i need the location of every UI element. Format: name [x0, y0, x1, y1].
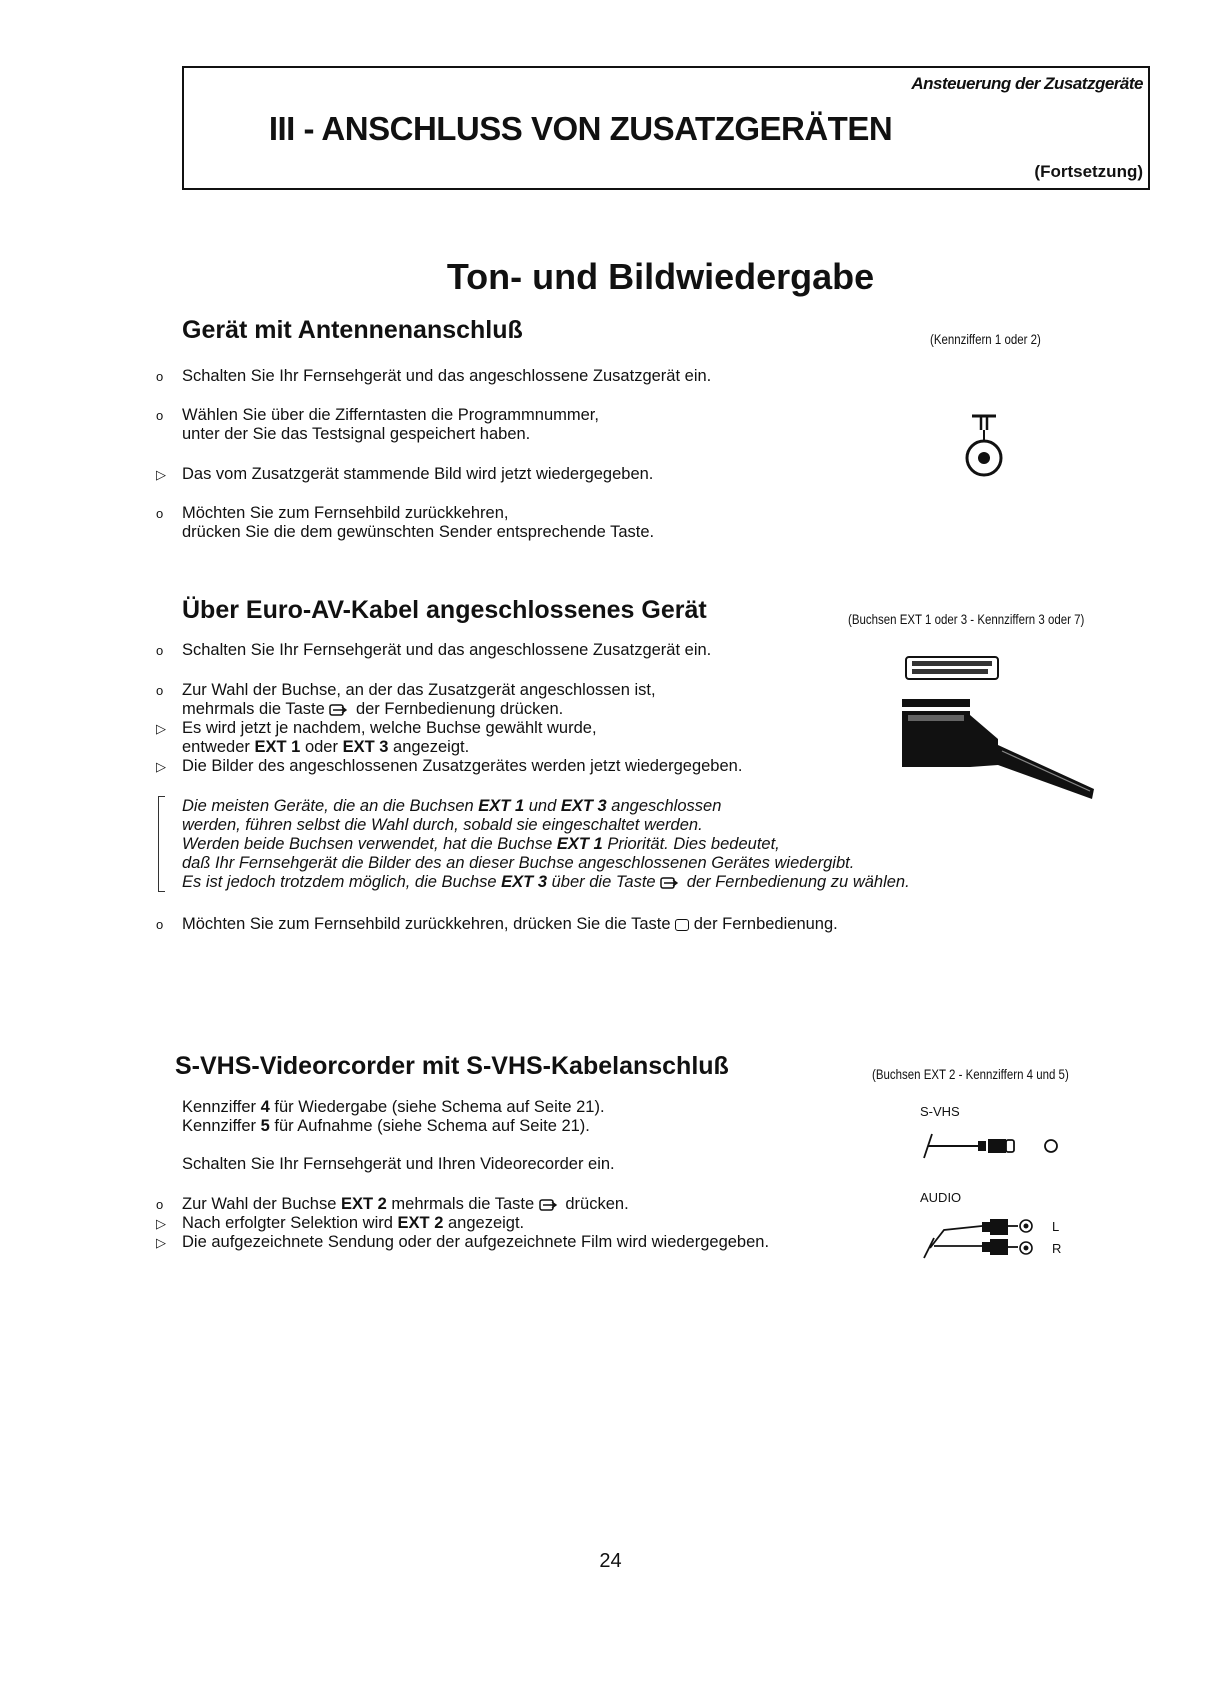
section-svhs-note: (Buchsen EXT 2 - Kennziffern 4 und 5) — [872, 1066, 1069, 1082]
text-run: Möchten Sie zum Fernsehbild zurückkehren, drücken Sie die Taste — [182, 915, 671, 933]
page-title: Ton- und Bildwiedergabe — [446, 256, 875, 297]
ext2-label: EXT 2 — [340, 1195, 387, 1213]
arrow-marker: ▷ — [156, 1216, 166, 1231]
arrow-marker: ▷ — [156, 759, 166, 774]
list-item: Wählen Sie über die Zifferntasten die Programmnummer, — [182, 406, 599, 424]
svhs-label: S-VHS — [920, 1104, 960, 1119]
note-line: daß Ihr Fernsehgerät die Bilder des an dieser Buchse angeschlossenen Gerätes wiedergibt. — [182, 854, 855, 872]
text-run: angezeigt. — [447, 1214, 525, 1232]
av-source-key-icon — [539, 1199, 561, 1211]
list-item: drücken Sie die dem gewünschten Sender entsprechende Taste. — [182, 523, 655, 541]
text-run: Priorität. Dies bedeutet, — [607, 835, 780, 853]
arrow-marker: ▷ — [156, 1235, 166, 1250]
list-item — [182, 738, 469, 757]
ext1-label: EXT 1 — [254, 738, 301, 756]
bullet-marker: o — [156, 683, 164, 698]
section-antenna-note: (Kennziffern 1 oder 2) — [930, 331, 1041, 347]
bullet-marker: o — [156, 643, 164, 658]
list-item — [182, 700, 563, 719]
ext2-label: EXT 2 — [397, 1214, 444, 1232]
right-channel-label: R — [1052, 1241, 1062, 1256]
page-number: 24 — [599, 1550, 622, 1572]
scart-cable-illustration — [898, 653, 1098, 813]
text-run: drücken. — [565, 1195, 629, 1213]
list-item: Schalten Sie Ihr Fernsehgerät und das angeschlossene Zusatzgerät ein. — [182, 367, 712, 385]
ext1-label: EXT 1 — [478, 797, 525, 815]
arrow-marker: ▷ — [156, 721, 166, 736]
note-line — [182, 797, 721, 816]
audio-label: AUDIO — [920, 1190, 962, 1205]
section-euroav-title: Über Euro-AV-Kabel angeschlossenes Gerät — [182, 596, 707, 624]
text-run: mehrmals die Taste — [391, 1195, 535, 1213]
list-item: unter der Sie das Testsignal gespeichert haben. — [182, 425, 531, 443]
list-item: Das vom Zusatzgerät stammende Bild wird jetzt wiedergegeben. — [182, 465, 654, 483]
text-run: über die Taste — [551, 873, 656, 891]
list-item: Die Bilder des angeschlossenen Zusatzgerätes werden jetzt wiedergegeben. — [182, 757, 743, 775]
svhs-cable-icon — [918, 1128, 1068, 1162]
av-source-key-icon — [329, 704, 351, 716]
chapter-title: III - ANSCHLUSS VON ZUSATZGERÄTEN — [268, 110, 893, 147]
list-item: Schalten Sie Ihr Fernsehgerät und das angeschlossene Zusatzgerät ein. — [182, 641, 712, 659]
text-run: oder — [304, 738, 338, 756]
antenna-socket-icon — [960, 410, 1010, 480]
note-line — [182, 835, 780, 854]
paragraph-line — [182, 1098, 605, 1117]
code-number: 4 — [260, 1098, 270, 1116]
text-run: Zur Wahl der Buchse — [182, 1195, 337, 1213]
text-run: für Aufnahme (siehe Schema auf Seite 21). — [274, 1117, 590, 1135]
text-run: Werden beide Buchsen verwendet, hat die Buchse — [182, 835, 553, 853]
paragraph-line: Schalten Sie Ihr Fernsehgerät und Ihren Videorecorder ein. — [182, 1155, 615, 1173]
left-channel-label: L — [1052, 1219, 1060, 1234]
bullet-marker: o — [156, 917, 164, 932]
text-run: Nach erfolgter Selektion wird — [182, 1214, 393, 1232]
text-run: der Fernbedienung zu wählen. — [686, 873, 910, 891]
arrow-marker: ▷ — [156, 467, 166, 482]
paragraph-line — [182, 1117, 590, 1136]
text-run: angeschlossen — [611, 797, 722, 815]
av-source-key-icon — [660, 877, 682, 889]
text-run: Es ist jedoch trotzdem möglich, die Buchse — [182, 873, 497, 891]
text-run: entweder — [182, 738, 250, 756]
text-run: Kennziffer — [182, 1117, 256, 1135]
list-item — [182, 915, 838, 934]
note-line — [182, 873, 910, 892]
ext1-label: EXT 1 — [556, 835, 603, 853]
section-antenna-title: Gerät mit Antennenanschluß — [182, 316, 523, 344]
text-run: Die meisten Geräte, die an die Buchsen — [182, 797, 474, 815]
bullet-marker: o — [156, 506, 164, 521]
list-item: Zur Wahl der Buchse, an der das Zusatzgerät angeschlossen ist, — [182, 681, 656, 699]
section-euroav-note: (Buchsen EXT 1 oder 3 - Kennziffern 3 oder 7) — [848, 611, 1085, 627]
text-run: der Fernbedienung. — [693, 915, 838, 933]
list-item: Möchten Sie zum Fernsehbild zurückkehren, — [182, 504, 509, 522]
text-run: und — [528, 797, 557, 815]
text-run: angezeigt. — [393, 738, 470, 756]
text-run: für Wiedergabe (siehe Schema auf Seite 21). — [274, 1098, 605, 1116]
note-bracket — [158, 796, 165, 892]
header-continuation: (Fortsetzung) — [1034, 162, 1143, 181]
list-item: Es wird jetzt je nachdem, welche Buchse gewählt wurde, — [182, 719, 597, 737]
audio-cable-icon — [918, 1216, 1034, 1266]
code-number: 5 — [260, 1117, 270, 1135]
list-item — [182, 1214, 524, 1233]
list-item — [182, 1195, 629, 1214]
section-svhs-title: S-VHS-Videorcorder mit S-VHS-Kabelanschluß — [175, 1052, 729, 1080]
text-run: mehrmals die Taste — [182, 700, 325, 718]
bullet-marker: o — [156, 408, 164, 423]
bullet-marker: o — [156, 369, 164, 384]
tv-key-icon — [675, 919, 689, 931]
text-run: Kennziffer — [182, 1098, 256, 1116]
list-item: Die aufgezeichnete Sendung oder der aufgezeichnete Film wird wiedergegeben. — [182, 1233, 770, 1251]
note-line: werden, führen selbst die Wahl durch, sobald sie eingeschaltet werden. — [182, 816, 703, 834]
ext3-label: EXT 3 — [501, 873, 548, 891]
text-run: der Fernbedienung drücken. — [355, 700, 564, 718]
bullet-marker: o — [156, 1197, 164, 1212]
ext3-label: EXT 3 — [560, 797, 607, 815]
header-kicker: Ansteuerung der Zusatzgeräte — [911, 74, 1143, 93]
ext3-label: EXT 3 — [342, 738, 389, 756]
